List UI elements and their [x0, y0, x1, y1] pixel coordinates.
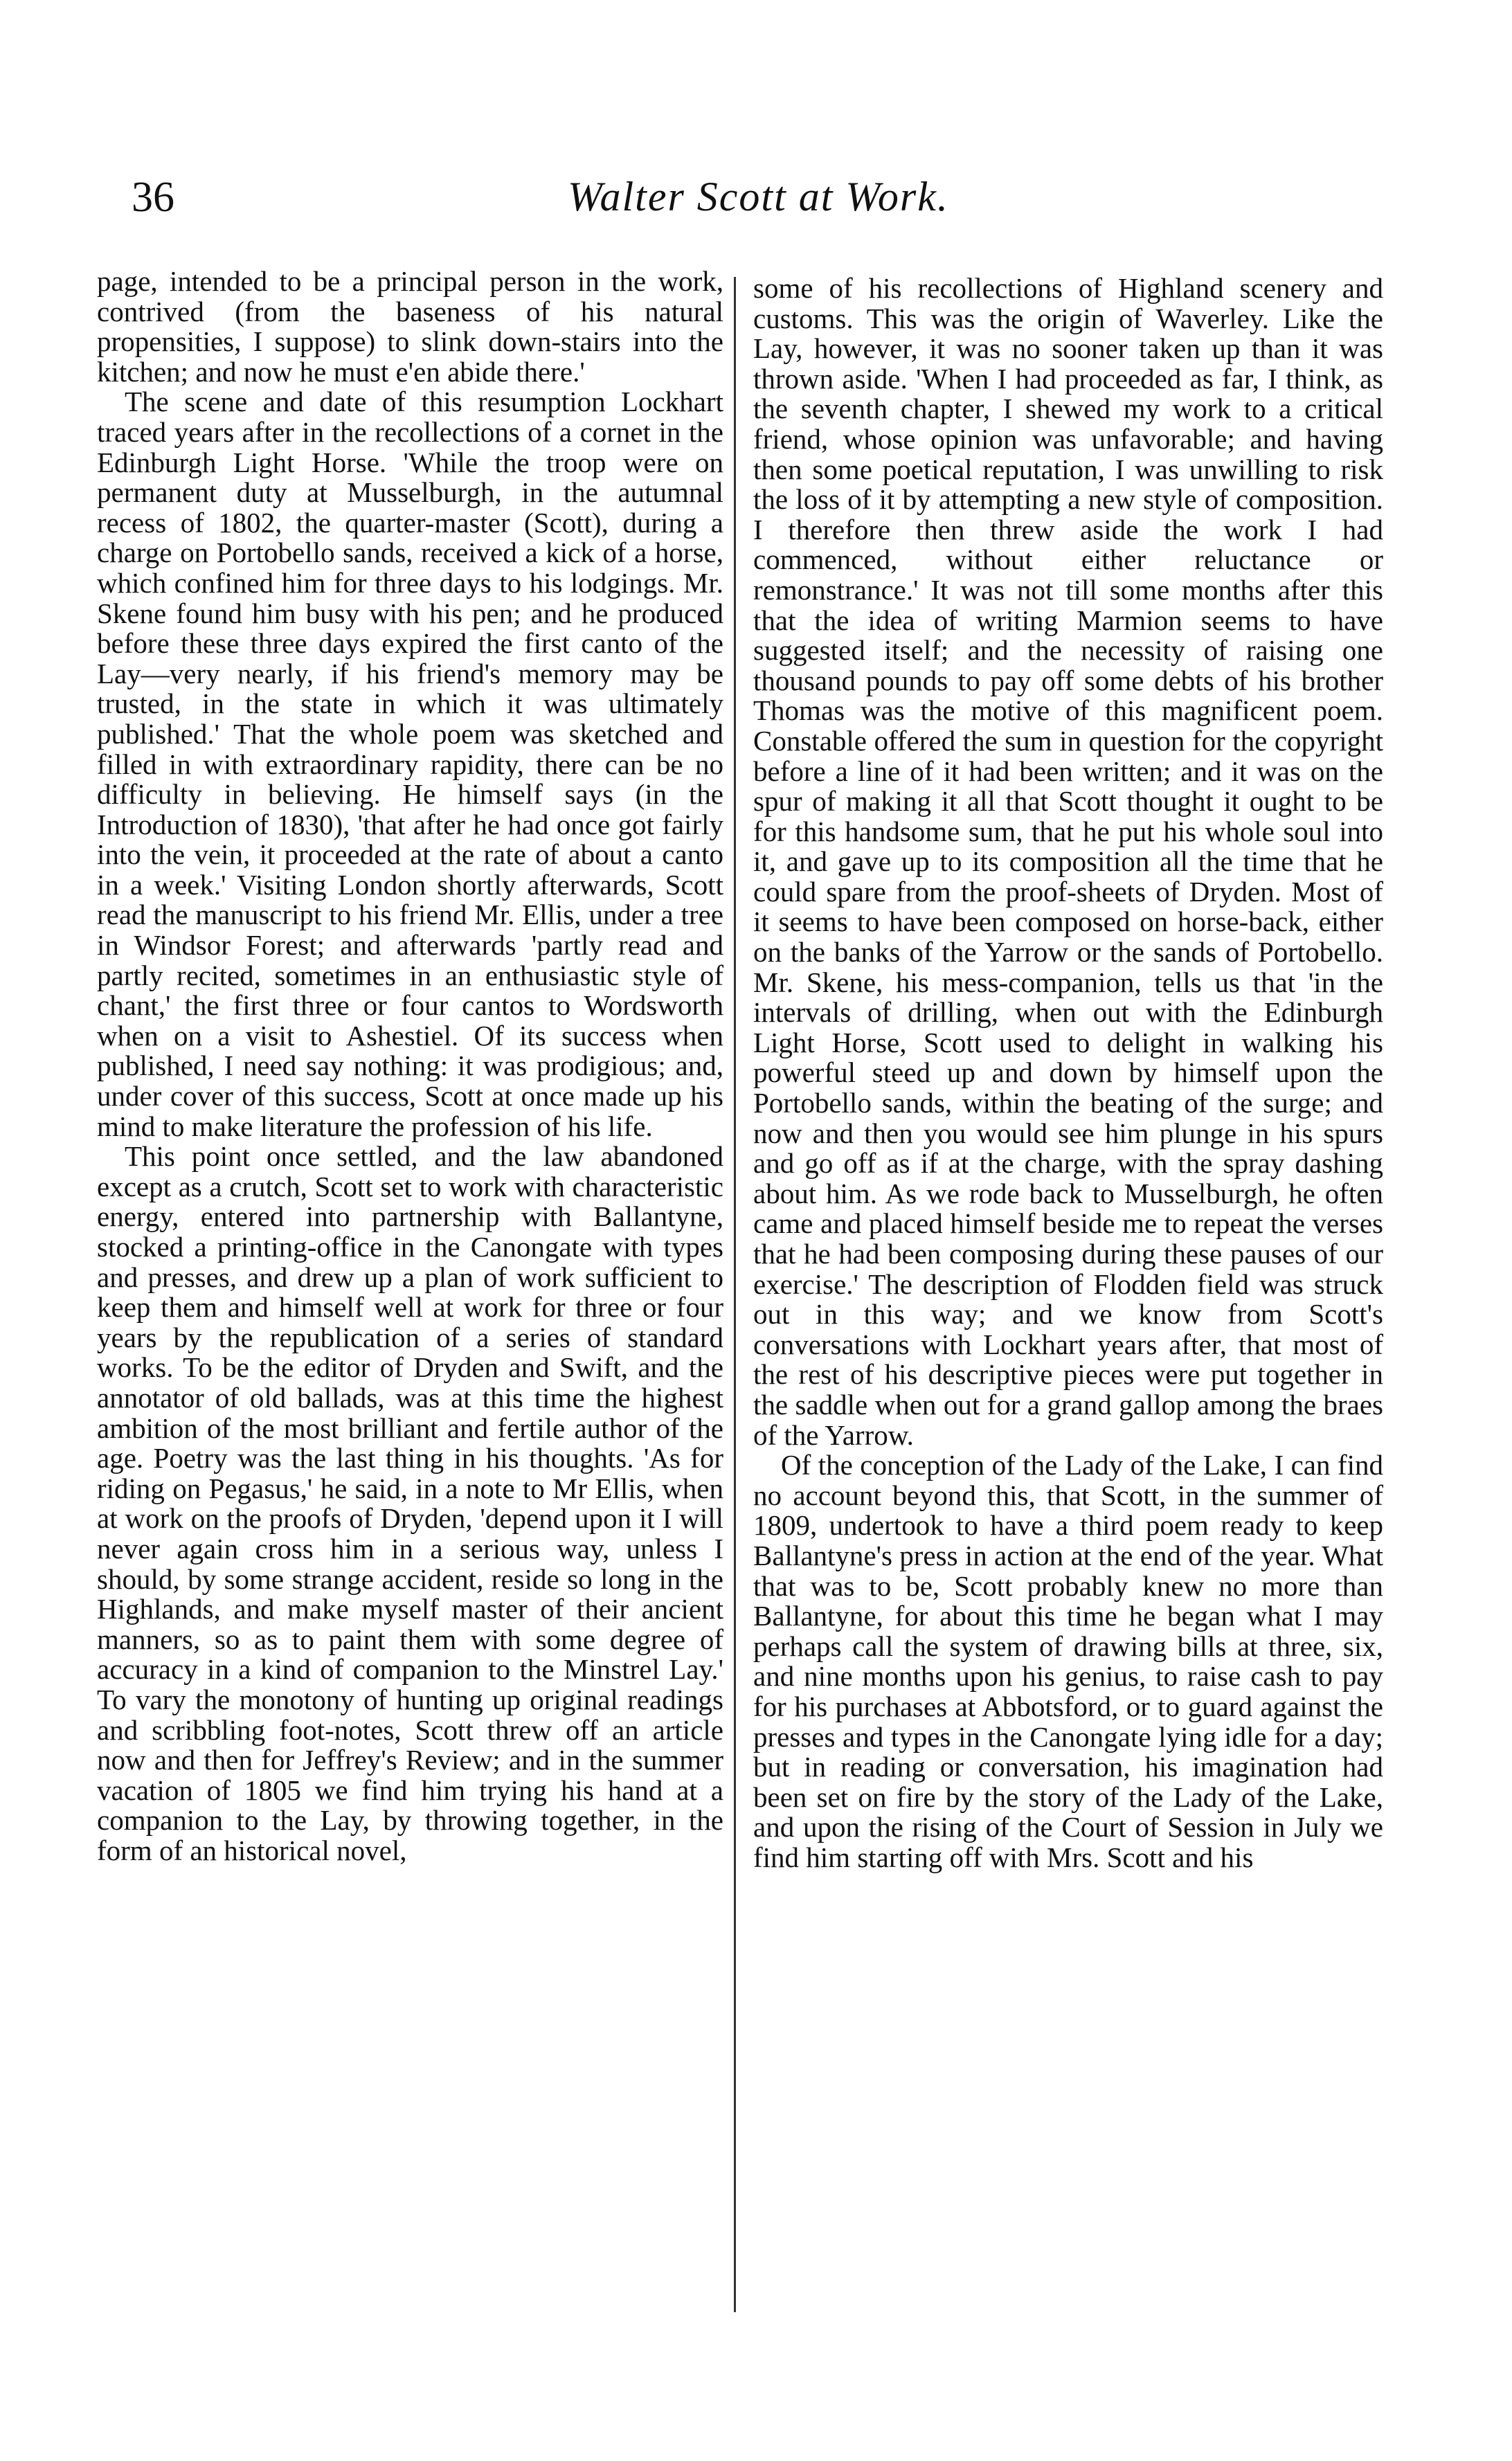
paragraph: Of the conception of the Lady of the Lake, I can find no account beyond this, that Scott, in the summer of 1809, undertook to have a third poem ready to keep Ballantyne's press in action at the end of the year. What that was to be, Scott probably knew no more than Ballantyne, for about this time he began what I may perhaps call the system of drawing bills at three, six, and nine months upon his genius, to raise cash to pay for his purchases at Abbotsford, or to guard against the presses and types in the Canongate lying idle for a day; but in reading or conversation, his imagination had been set on fire by the story of the Lady of the Lake, and upon the rising of the Court of Session in July we find him starting off with Mrs. Scott and his — [753, 1449, 1383, 1873]
paragraph: The scene and date of this resumption Lockhart traced years after in the recollections of a cornet in the Edinburgh Light Horse. 'While the troop were on permanent duty at Musselburgh, in the autumnal recess of 1802, the quarter-master (Scott), during a charge on Portobello sands, received a kick of a horse, which confined him for three days to his lodgings. Mr. Skene found him busy with his pen; and he produced before these three days expired the first canto of the Lay—very nearly, if his friend's memory may be trusted, in the state in which it was ultimately published.' That the whole poem was sketched and filled in with extraordinary rapidity, there can be no difficulty in believing. He himself says (in the Introduction of 1830), 'that after he had once got fairly into the vein, it proceeded at the rate of about a canto in a week.' Visiting London shortly afterwards, Scott read the manuscript to his friend Mr. Ellis, under a tree in Windsor Forest; and afterwards 'partly read and partly recited, sometimes in an enthusiastic style of chant,' the first three or four cantos to Wordsworth when on a visit to Ashestiel. Of its success when published, I need say nothing: it was prodigious; and, under cover of this success, Scott at once made up his mind to make literature the profession of his life. — [97, 386, 723, 1142]
paragraph: page, intended to be a principal person in the work, contrived (from the baseness of his natural propensities, I suppose) to slink down-stairs into the kitchen; and now he must e'en abide there.' — [97, 265, 723, 388]
column-divider — [734, 277, 736, 2312]
paragraph: some of his recollections of Highland scenery and customs. This was the origin of Waverley. Like the Lay, however, it was no sooner taken up than it was thrown aside. 'When I had proceeded as far, I think, as the seventh chapter, I shewed my work to a critical friend, whose opinion was unfavorable; and having then some poetical reputation, I was unwilling to risk the loss of it by attempting a new style of composition. I therefore then threw aside the work I had commenced, without either reluctance or remonstrance.' It was not till some months after this that the idea of writing Marmion seems to have suggested itself; and the necessity of raising one thousand pounds to pay off some debts of his brother Thomas was the motive of this magnificent poem. Constable offered the sum in question for the copyright before a line of it had been written; and it was on the spur of making it all that Scott thought it ought to be for this handsome sum, that he put his whole soul into it, and gave up to its composition all the time that he could spare from the proof-sheets of Dryden. Most of it seems to have been composed on horse-back, either on the banks of the Yarrow or the sands of Portobello. Mr. Skene, his mess-companion, tells us that 'in the intervals of drilling, when out with the Edinburgh Light Horse, Scott used to delight in walking his powerful steed up and down by himself upon the Portobello sands, within the beating of the surge; and now and then you would see him plunge in his spurs and go off as if at the charge, with the spray dashing about him. As we rode back to Musselburgh, he often came and placed himself beside me to repeat the verses that he had been composing during these pauses of our exercise.' The description of Flodden field was struck out in this way; and we know from Scott's conversations with Lockhart years after, that most of the rest of his descriptive pieces were put together in the saddle when out for a grand gallop among the braes of the Yarrow. — [753, 272, 1383, 1451]
running-head — [125, 173, 1385, 235]
paragraph: This point once settled, and the law abandoned except as a crutch, Scott set to work with characteristic energy, entered into partnership with Ballantyne, stocked a printing-office in the Canongate with types and presses, and drew up a plan of work sufficient to keep them and himself well at work for three or four years by the republication of a series of standard works. To be the editor of Dryden and Swift, and the annotator of old ballads, was at this time the highest ambition of the most brilliant and fertile author of the age. Poetry was the last thing in his thoughts. 'As for riding on Pegasus,' he said, in a note to Mr Ellis, when at work on the proofs of Dryden, 'depend upon it I will never again cross him in a serious way, unless I should, by some strange accident, reside so long in the Highlands, and make myself master of their ancient manners, so as to paint them with some degree of accuracy in a kind of companion to the Minstrel Lay.' To vary the monotony of hunting up original readings and scribbling foot-notes, Scott threw off an article now and then for Jeffrey's Review; and in the summer vacation of 1805 we find him trying his hand at a companion to the Lay, by throwing together, in the form of an historical novel, — [97, 1140, 723, 1866]
running-title: Walter Scott at Work. — [568, 174, 949, 219]
right-column — [753, 273, 1383, 1873]
page-number: 36 — [132, 174, 174, 221]
left-column — [97, 267, 723, 1866]
